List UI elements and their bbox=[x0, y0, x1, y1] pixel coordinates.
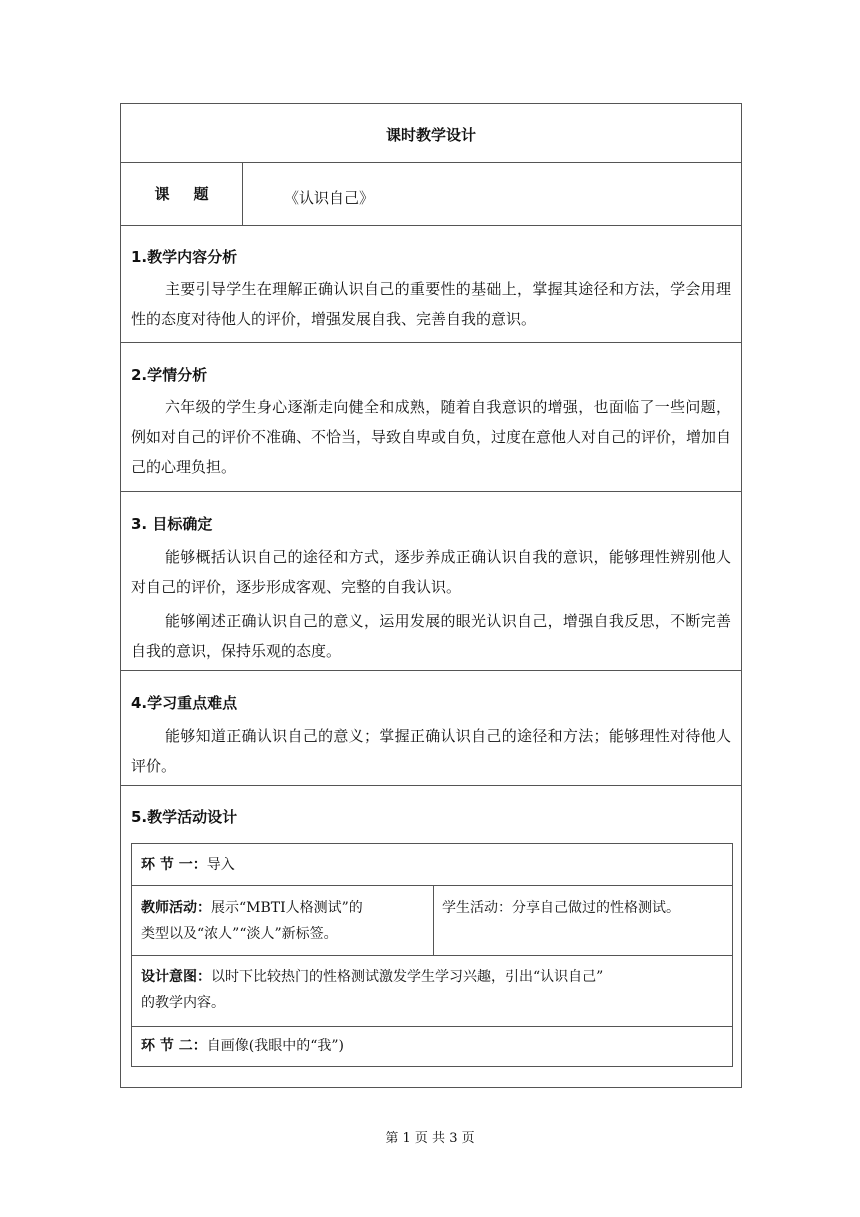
section-paragraph: 能够知道正确认识自己的意义；掌握正确认识自己的途径和方法；能够理性对待他人评价。 bbox=[131, 727, 731, 775]
section-paragraph: 六年级的学生身心逐渐走向健全和成熟，随着自我意识的增强，也面临了一些问题，例如对自己的评价不准确、不恰当，导致自卑或自负，过度在意他人对自己的评价，增加自己的心理负担。 bbox=[131, 398, 732, 476]
stage-one-value: 导入 bbox=[206, 857, 235, 873]
section-title: 1.教学内容分析 bbox=[131, 248, 238, 266]
activity-row bbox=[132, 886, 732, 956]
topic-label: 课题 bbox=[121, 163, 243, 225]
student-activity-value: 分享自己做过的性格测试。 bbox=[512, 900, 680, 916]
section-paragraph: 能够概括认识自己的途径和方式，逐步养成正确认识自我的意识，能够理性辨别他人对自己的评价，逐步形成客观、完整的自我认识。 bbox=[131, 548, 731, 596]
section-paragraph: 能够阐述正确认识自己的意义，运用发展的眼光认识自己，增强自我反思，不断完善自我的意识，保持乐观的态度。 bbox=[131, 612, 731, 660]
design-intent-row bbox=[132, 956, 732, 1027]
section-key-points bbox=[121, 671, 741, 786]
design-intent-line2: 的教学内容。 bbox=[141, 995, 225, 1011]
student-activity-label: 学生活动： bbox=[442, 900, 512, 916]
section-content-analysis bbox=[121, 226, 741, 343]
title-row bbox=[121, 104, 741, 163]
stage-two-row bbox=[132, 1027, 732, 1067]
stage-one-label: 环 节 一： bbox=[141, 857, 207, 873]
teacher-activity-cell bbox=[141, 895, 427, 947]
section-objectives bbox=[121, 492, 741, 671]
stage-two-label: 环 节 二： bbox=[141, 1038, 207, 1054]
design-intent-label: 设计意图： bbox=[141, 969, 211, 985]
section-activity-design bbox=[121, 786, 741, 1089]
stage-one-row bbox=[132, 844, 732, 886]
design-intent-line1: 以时下比较热门的性格测试激发学生学习兴趣，引出“认识自己” bbox=[211, 969, 604, 985]
stage-two-value: 自画像(我眼中的“我”) bbox=[206, 1038, 344, 1054]
activity-table bbox=[131, 843, 733, 1067]
topic-row bbox=[121, 163, 741, 226]
column-divider bbox=[433, 886, 434, 955]
section-title: 5.教学活动设计 bbox=[131, 808, 238, 826]
section-title: 3. 目标确定 bbox=[131, 515, 213, 533]
teacher-activity-line1: 展示“MBTI人格测试”的 bbox=[211, 900, 363, 916]
section-title: 4.学习重点难点 bbox=[131, 694, 238, 712]
topic-value: 《认识自己》 bbox=[284, 189, 375, 207]
document-title: 课时教学设计 bbox=[385, 126, 476, 144]
student-activity-cell bbox=[442, 895, 728, 921]
section-paragraph: 主要引导学生在理解正确认识自己的重要性的基础上，掌握其途径和方法，学会用理性的态度对待他人的评价，增强发展自我、完善自我的意识。 bbox=[131, 280, 731, 328]
section-title: 2.学情分析 bbox=[131, 366, 208, 384]
teacher-activity-line2: 类型以及“浓人”“淡人”新标签。 bbox=[141, 926, 338, 942]
teacher-activity-label: 教师活动： bbox=[141, 900, 211, 916]
page-footer: 第 1 页 共 3 页 bbox=[385, 1131, 475, 1146]
lesson-design-table bbox=[120, 103, 742, 1088]
section-learner-analysis bbox=[121, 343, 741, 492]
